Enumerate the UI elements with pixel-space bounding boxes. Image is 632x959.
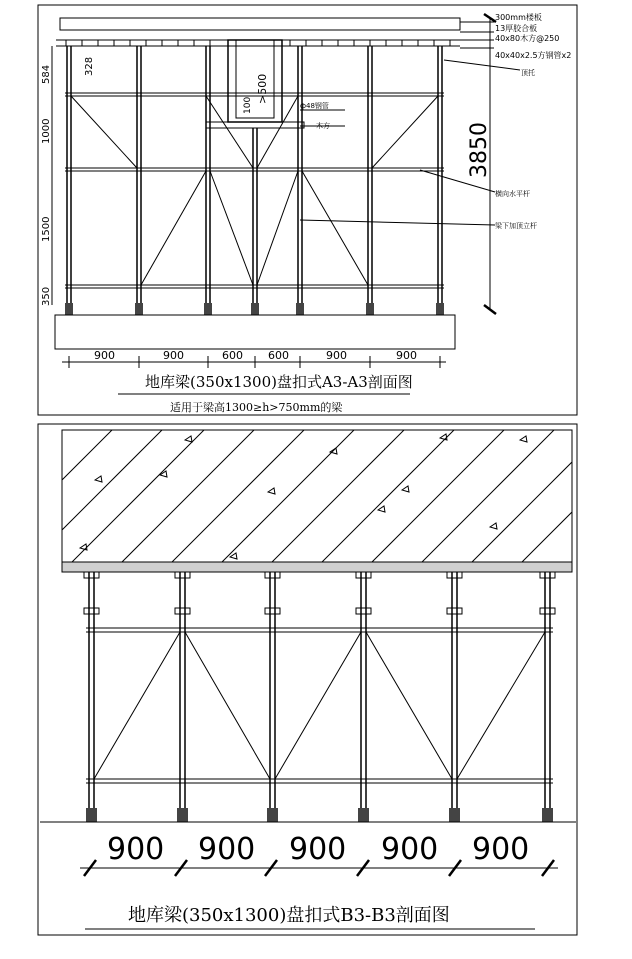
bdim-a3: 600 (222, 349, 243, 362)
callout-beam-pole: 梁下加顶立杆 (495, 222, 537, 230)
b3-standards (89, 572, 550, 812)
b3-braces (94, 632, 545, 779)
base-plates (65, 303, 444, 315)
section-b3-drawing (38, 424, 632, 935)
bdim-a2: 900 (163, 349, 184, 362)
braces (71, 96, 438, 285)
standards (67, 46, 442, 305)
beam-hatch (62, 430, 632, 562)
bdim-a6: 900 (396, 349, 417, 362)
b3-heads (84, 572, 555, 614)
beam-formwork (62, 562, 572, 572)
bdim-a4: 600 (268, 349, 289, 362)
bdim-a5: 900 (326, 349, 347, 362)
bdim-b3: 900 (289, 832, 347, 867)
bottom-panel-title: 地库梁(350x1300)盘扣式B3-B3剖面图 (128, 905, 450, 926)
bdim-a1: 900 (94, 349, 115, 362)
slab-top (60, 18, 460, 30)
bdim-b1: 900 (107, 832, 165, 867)
callout-wood: 木方 (316, 122, 330, 130)
bdim-b5: 900 (472, 832, 530, 867)
vdim-328: 328 (84, 56, 95, 76)
callout-timber: 40x80木方@250 (495, 34, 560, 43)
timber-ticks (66, 40, 450, 46)
vdim-350: 350 (41, 286, 52, 306)
ground-slab (55, 315, 455, 349)
section-a3-drawing (38, 5, 577, 415)
callout-plywood: 13厚胶合板 (495, 24, 538, 33)
callout-top-support: 顶托 (521, 69, 535, 77)
aggregate-marks (80, 434, 527, 559)
top-panel-subtitle: 适用于梁高1300≥h>750mm的梁 (170, 401, 343, 414)
b3-base-plates (86, 808, 553, 822)
vdim-1000: 1000 (41, 118, 52, 144)
bdim-b4: 900 (381, 832, 439, 867)
vdim-1500: 1500 (41, 216, 52, 242)
bdim-b2: 900 (198, 832, 256, 867)
top-panel-title: 地库梁(350x1300)盘扣式A3-A3剖面图 (145, 373, 413, 391)
vdim-584: 584 (41, 64, 52, 84)
beam-width-label: >500 (256, 73, 269, 104)
callout-steel-tube: 40x40x2.5方钢管x2 (495, 51, 572, 60)
beam-inner-label: 100 (243, 96, 253, 114)
callout-pipe: ф48钢管 (300, 102, 329, 110)
callout-slab: 300mm楼板 (495, 13, 542, 22)
callout-horizontal-bar: 横向水平杆 (495, 190, 530, 198)
total-height-label: 3850 (467, 122, 492, 178)
b3-ledgers (86, 628, 553, 783)
